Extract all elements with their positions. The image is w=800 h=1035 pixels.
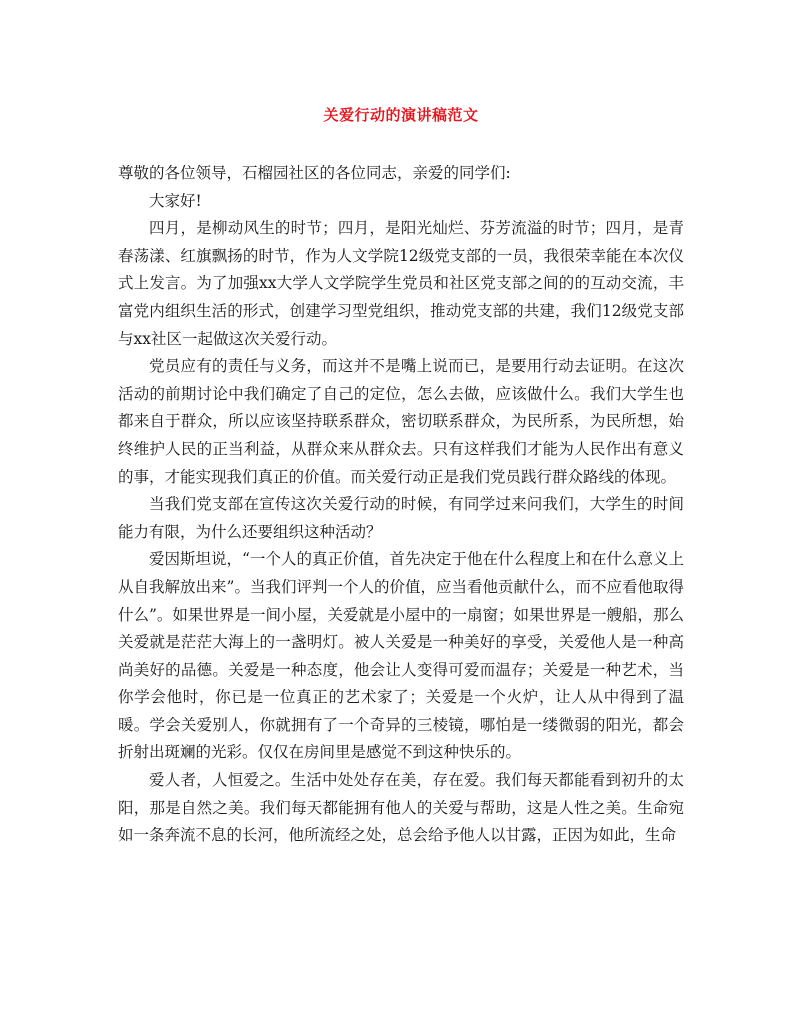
document-title: 关爱行动的演讲稿范文 [323, 106, 479, 124]
body-paragraph: 党员应有的责任与义务，而这并不是嘴上说而已，是要用行动去证明。在这次活动的前期讨论中我们确定了自己的定位，怎么去做，应该做什么。我们大学生也都来自于群众，所以应该坚持联系群众，密切联系群众，为民所系，为民所想，始终维护人民的正当利益，从群众来从群众去。只有这样我们才能为人民作出有意义的事，才能实现我们真正的价值。而关爱行动正是我们党员践行群众路线的体现。 [118, 357, 684, 486]
document-body [118, 160, 684, 850]
body-paragraph: 爱人者，人恒爱之。生活中处处存在美，存在爱。我们每天都能看到初升的太阳，那是自然之美。我们每天都能拥有他人的关爱与帮助，这是人性之美。生命宛如一条奔流不息的长河，他所流经之处，总会给予他人以甘露，正因为如此，生命 [118, 771, 684, 845]
greeting-paragraph: 大家好! [149, 191, 202, 210]
salutation-paragraph: 尊敬的各位领导，石榴园社区的各位同志，亲爱的同学们: [118, 164, 511, 182]
body-paragraph: 爱因斯坦说，“一个人的真正价值，首先决定于他在什么程度上和在什么意义上从自我解放出来”。当我们评判一个人的价值，应当看他贡献什么，而不应看他取得什么”。如果世界是一间小屋，关爱就是小屋中的一扇窗；如果世界是一艘船，那么关爱就是茫茫大海上的一盏明灯。被人关爱是一种美好的享受，关爱他人是一种高尚美好的品德。关爱是一种态度，他会让人变得可爱而温存；关爱是一种艺术，当你学会他时，你已是一位真正的艺术家了；关爱是一个火炉，让人从中得到了温暖。学会关爱别人，你就拥有了一个奇异的三棱镜，哪怕是一缕微弱的阳光，都会折射出斑斓的光彩。仅仅在房间里是感觉不到这种快乐的。 [118, 550, 684, 762]
body-paragraph: 当我们党支部在宣传这次关爱行动的时候，有同学过来问我们，大学生的时间能力有限，为什么还要组织这种活动？ [118, 495, 684, 541]
body-paragraph: 四月，是柳动风生的时节；四月，是阳光灿烂、芬芳流溢的时节；四月，是青春荡漾、红旗飘扬的时节，作为人文学院12级党支部的一员，我很荣幸能在本次仪式上发言。为了加强xx大学人文学院学生党员和社区党支部之间的的互动交流，丰富党内组织生活的形式，创建学习型党组织，推动党支部的共建，我们12级党支部与xx社区一起做这次关爱行动。 [118, 219, 684, 348]
